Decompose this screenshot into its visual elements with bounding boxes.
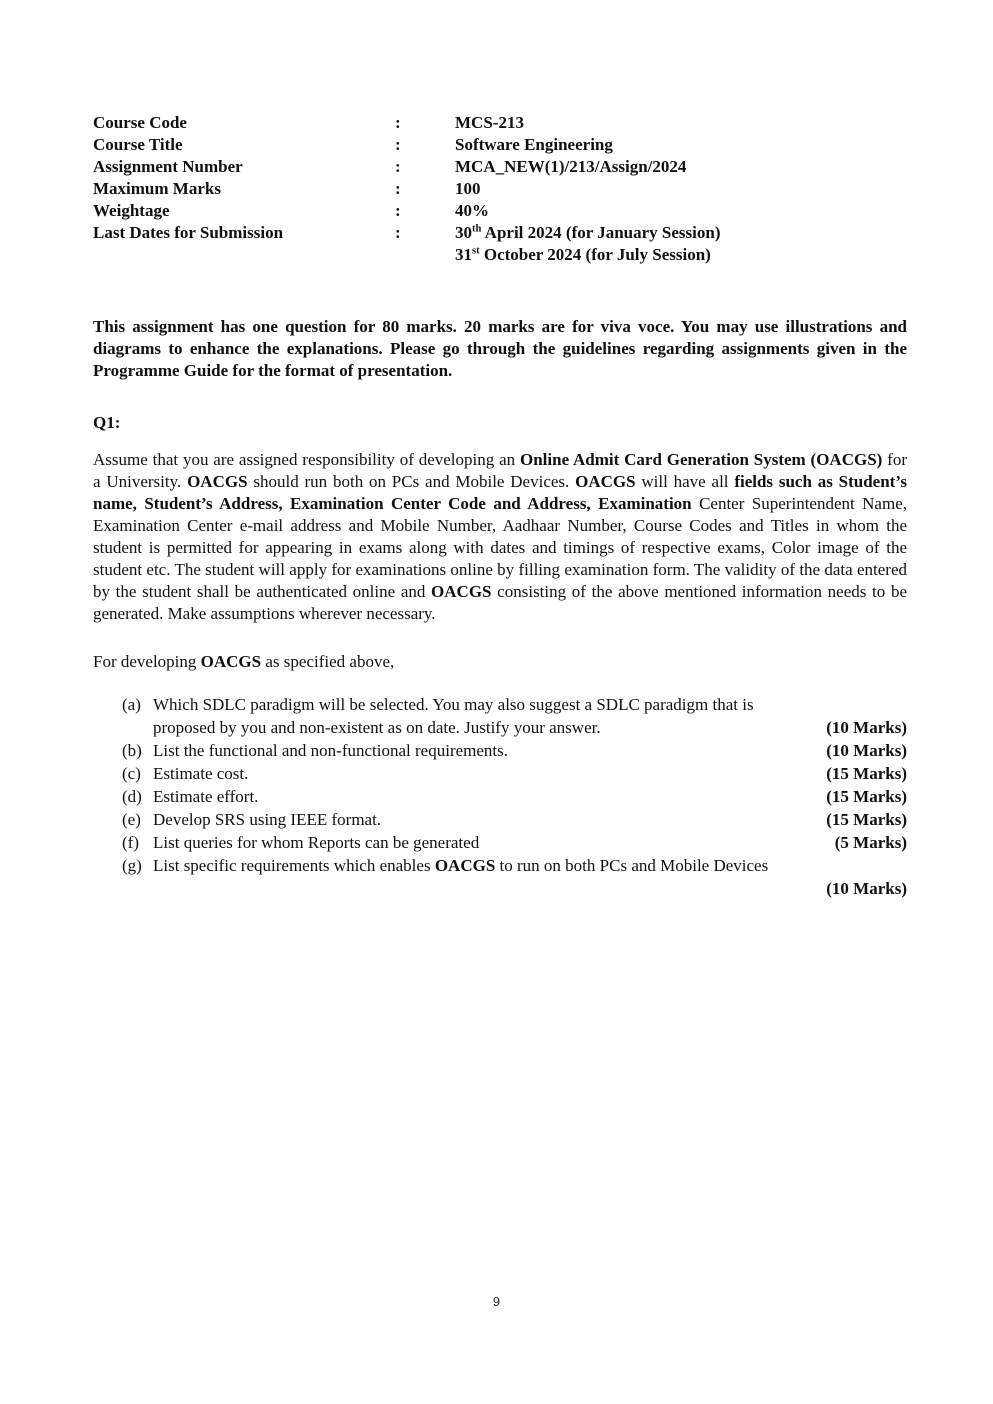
- question-intro-paragraph: Assume that you are assigned responsibility of developing an Online Admit Card Generation System (OACGS) for a University. OACGS should run both on PCs and Mobile Devices. OACGS will have all fields such as Student’s name, Student’s Address, Examination Center Code and Address, Examination Center Superintendent Name, Examination Center e-mail address and Mobile Number, Aadhaar Number, Course Codes and Titles in whom the student is permitted for appearing in exams along with dates and timings of respective exams, Color image of the student etc. The student will apply for examinations online by filling examination form. The validity of the data entered by the student shall be authenticated online and OACGS consisting of the above mentioned information needs to be generated. Make assumptions wherever necessary.: [93, 450, 908, 623]
- question-part-e: [93, 808, 907, 831]
- question-part-f: [93, 831, 907, 854]
- header-label: Course Title: [93, 135, 183, 154]
- header-colon: :: [395, 201, 401, 220]
- header-value: 40%: [455, 201, 489, 220]
- question-part-marks: (10 Marks): [826, 741, 907, 760]
- question-parts-list: [93, 693, 907, 900]
- question-part-g: [93, 854, 907, 877]
- header-colon: :: [395, 113, 401, 132]
- header-row-maximum-marks: [93, 178, 907, 200]
- header-value: 100: [455, 179, 481, 198]
- question-part-label: (b): [122, 741, 142, 760]
- header-row-last-dates: [93, 222, 907, 266]
- header-colon: :: [395, 223, 401, 242]
- question-part-g-marks: (10 Marks): [826, 879, 907, 898]
- submission-date-january: 30th April 2024 (for January Session): [455, 223, 721, 242]
- question-part-d: [93, 785, 907, 808]
- header-value: MCA_NEW(1)/213/Assign/2024: [455, 157, 687, 176]
- question-1-label: Q1:: [93, 413, 121, 432]
- question-part-label: (a): [122, 695, 141, 714]
- header-label: Last Dates for Submission: [93, 223, 284, 242]
- question-part-text: Develop SRS using IEEE format.: [153, 810, 382, 829]
- assignment-header: [93, 112, 907, 266]
- question-part-a: [93, 693, 907, 739]
- question-part-text: List the functional and non-functional requirements.: [153, 741, 509, 760]
- question-part-c: [93, 762, 907, 785]
- question-part-text: List queries for whom Reports can be generated: [153, 833, 480, 852]
- header-label: Weightage: [93, 201, 170, 220]
- question-part-marks: (15 Marks): [826, 810, 907, 829]
- header-label: Assignment Number: [93, 157, 243, 176]
- question-part-marks: (5 Marks): [834, 833, 907, 852]
- header-row-course-code: [93, 112, 907, 134]
- question-part-marks: (10 Marks): [826, 718, 907, 737]
- question-part-b: [93, 739, 907, 762]
- question-part-marks: (15 Marks): [826, 764, 907, 783]
- header-colon: :: [395, 135, 401, 154]
- question-part-label: (e): [122, 810, 141, 829]
- header-colon: :: [395, 157, 401, 176]
- question-part-marks: (15 Marks): [826, 787, 907, 806]
- header-value: MCS-213: [455, 113, 524, 132]
- question-part-label: (c): [122, 764, 141, 783]
- for-developing-line: For developing OACGS as specified above,: [93, 652, 395, 671]
- assignment-notice: This assignment has one question for 80 marks. 20 marks are for viva voce. You may use illustrations and diagrams to enhance the explanations. Please go through the guidelines regarding assignments given in the Programme Guide for the format of presentation.: [93, 317, 907, 380]
- header-row-weightage: [93, 200, 907, 222]
- header-value: [455, 222, 907, 266]
- question-part-text: Estimate cost.: [153, 764, 249, 783]
- question-part-text: List specific requirements which enables OACGS to run on both PCs and Mobile Devices: [153, 856, 769, 875]
- question-part-label: (f): [122, 833, 139, 852]
- header-label: Course Code: [93, 113, 187, 132]
- question-part-text: Estimate effort.: [153, 787, 259, 806]
- submission-date-july: 31st October 2024 (for July Session): [455, 245, 711, 264]
- header-colon: :: [395, 179, 401, 198]
- question-part-label: (d): [122, 787, 142, 806]
- header-label: Maximum Marks: [93, 179, 221, 198]
- question-part-label: (g): [122, 856, 142, 875]
- page-number: 9: [492, 1294, 501, 1309]
- question-part-text: Which SDLC paradigm will be selected. You may also suggest a SDLC paradigm that is proposed by you and non-existent as on date. Justify your answer.: [153, 695, 754, 737]
- header-row-course-title: [93, 134, 907, 156]
- header-row-assignment-number: [93, 156, 907, 178]
- header-value: Software Engineering: [455, 135, 613, 154]
- document-content: [93, 112, 907, 900]
